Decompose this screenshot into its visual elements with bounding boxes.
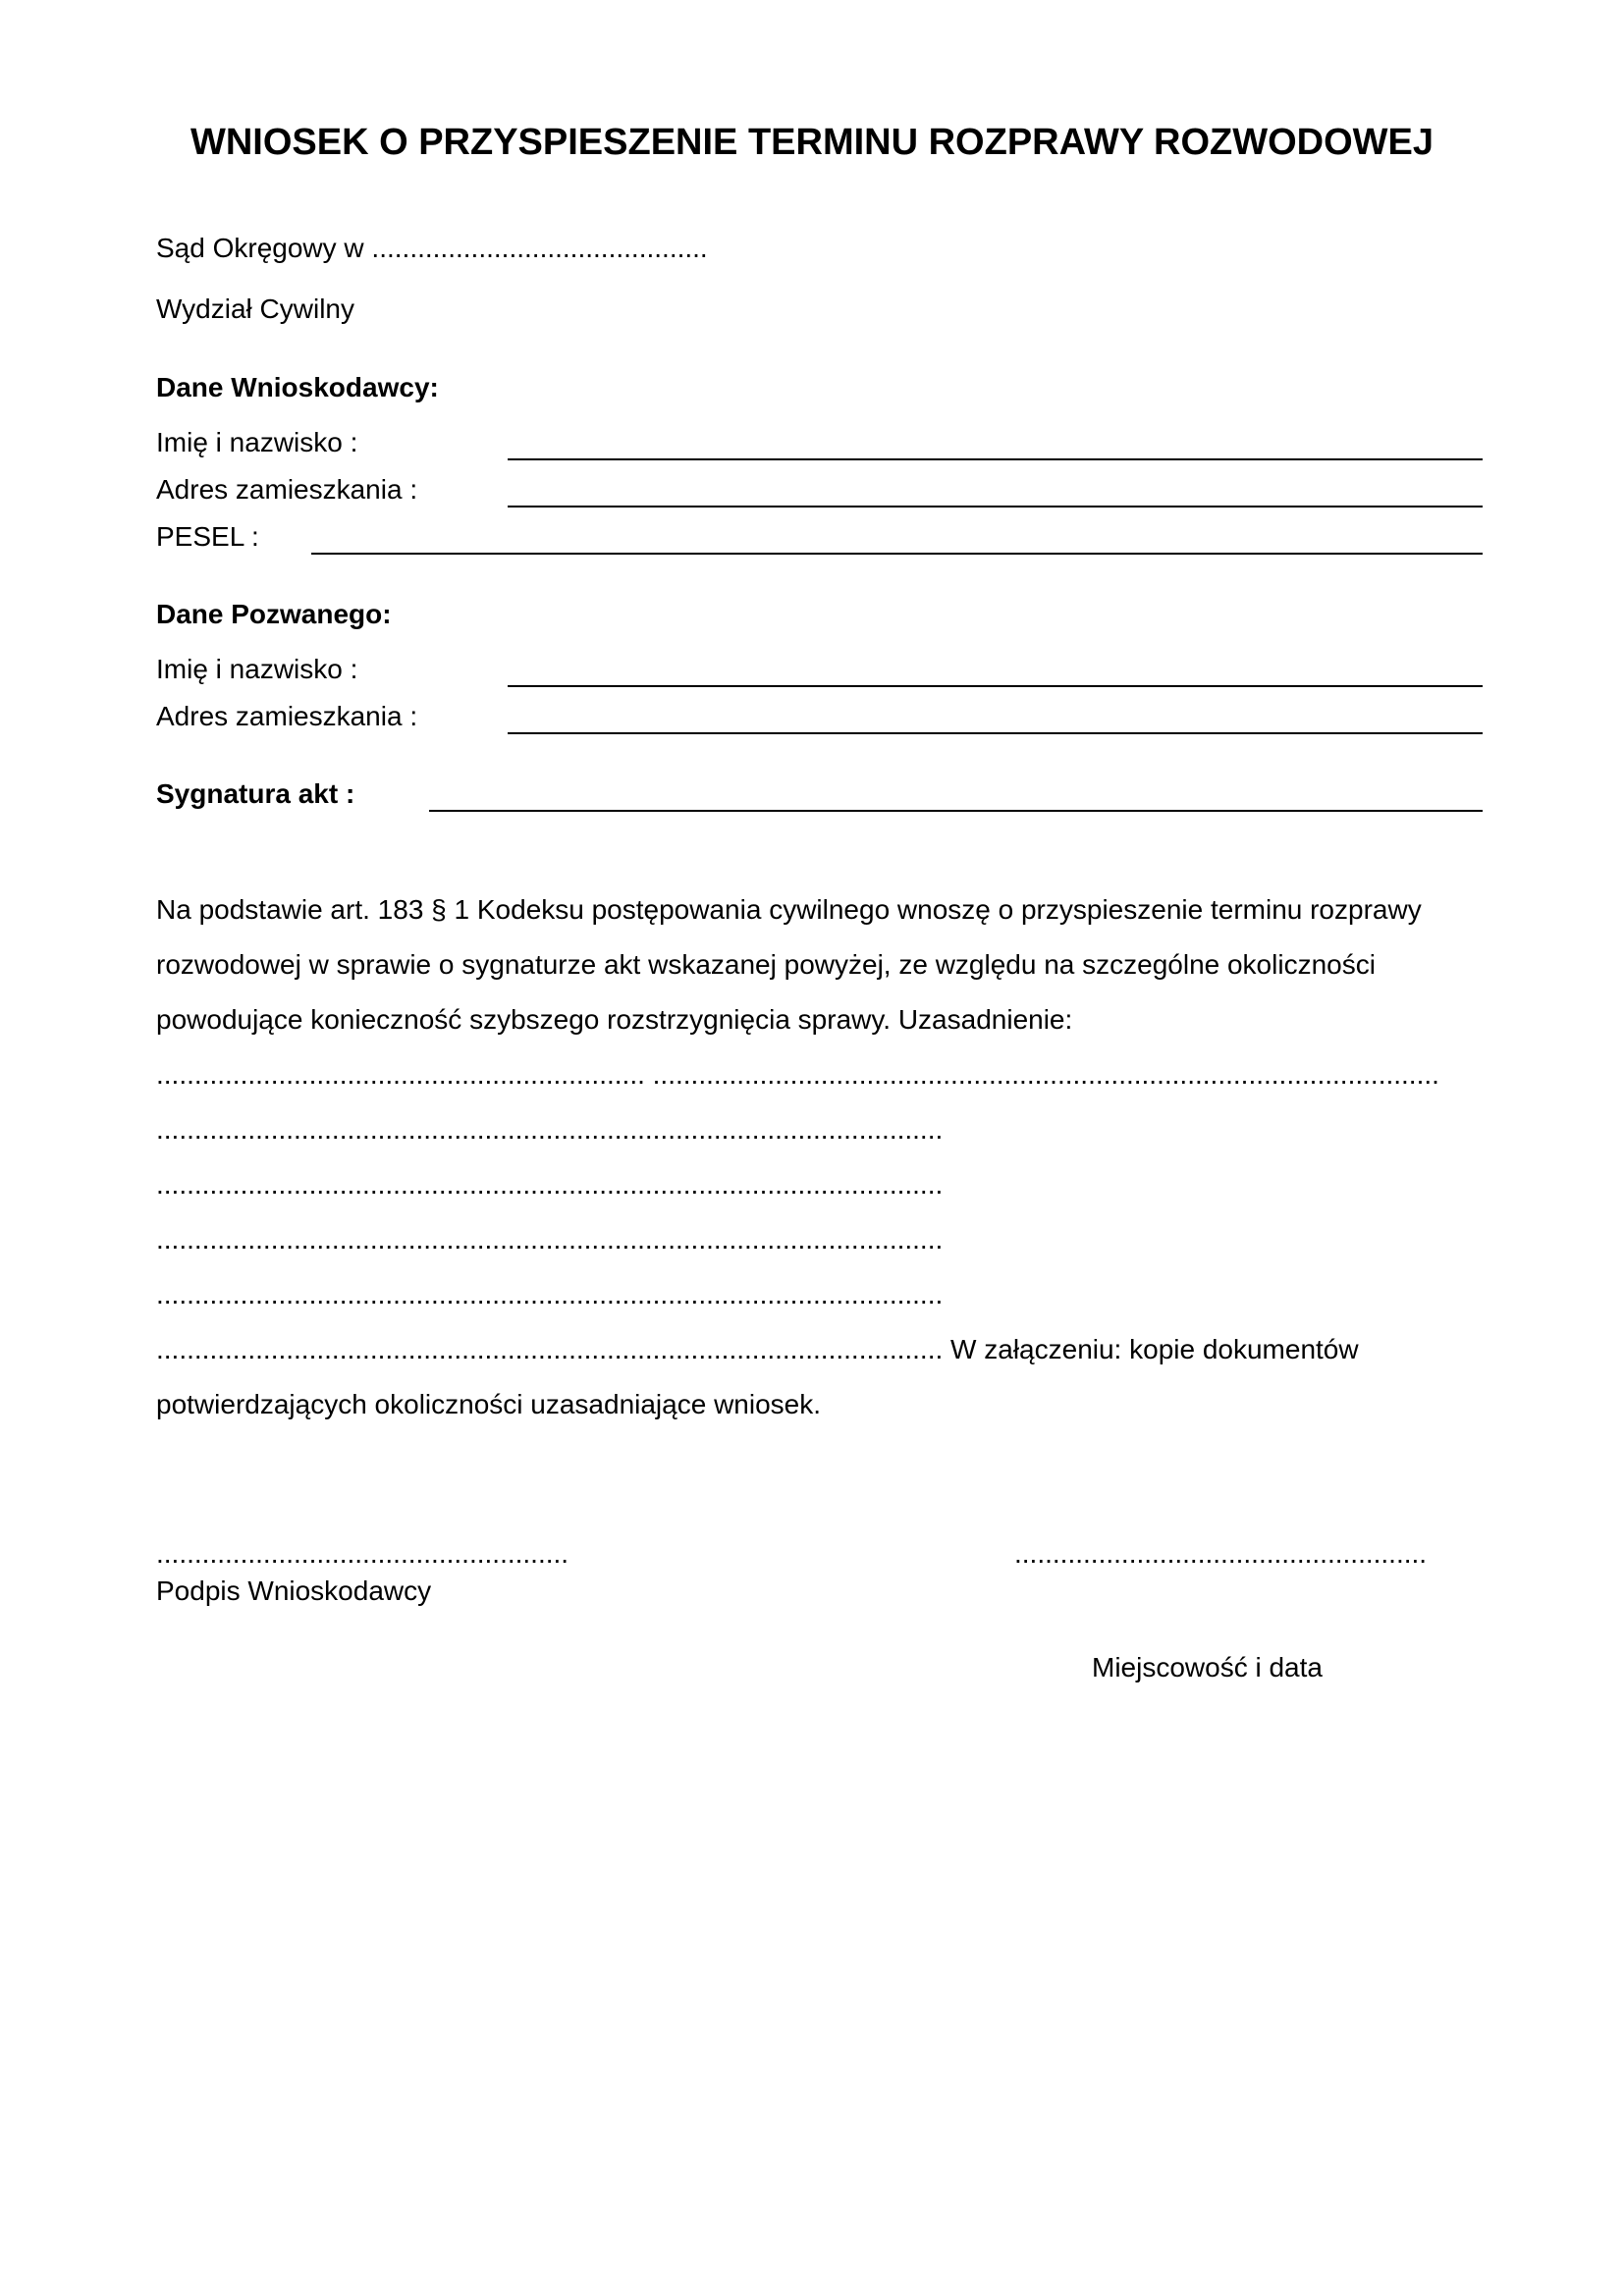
applicant-name-label: Imię i nazwisko : xyxy=(156,427,358,457)
body-line: Na podstawie art. 183 § 1 Kodeksu postępowania cywilnego wnoszę o przyspieszenie terminu rozprawy xyxy=(156,894,1422,925)
applicant-signature-label: Podpis Wnioskodawcy xyxy=(156,1575,432,1606)
body-line: rozwodowej w sprawie o sygnaturze akt wskazanej powyżej, ze względu na szczególne okoliczności xyxy=(156,949,1376,980)
justification-dots-line: ....................................................................................................... xyxy=(156,1114,944,1145)
applicant-heading: Dane Wnioskodawcy: xyxy=(156,372,439,402)
signature-dots-right: ...................................................... xyxy=(1014,1538,1428,1569)
justification-dots-line: ................................................................ ....................................................................................................... xyxy=(156,1059,1439,1090)
respondent-name-label: Imię i nazwisko : xyxy=(156,654,358,684)
applicant-address-label: Adres zamieszkania : xyxy=(156,474,418,505)
attachments-line: ....................................................................................................... W załączeniu: kopie dokumentów xyxy=(156,1334,1359,1364)
place-date-label: Miejscowość i data xyxy=(1092,1652,1323,1682)
document-title: WNIOSEK O PRZYSPIESZENIE TERMINU ROZPRAWY ROZWODOWEJ xyxy=(189,122,1435,163)
applicant-pesel-line[interactable] xyxy=(311,553,1483,555)
applicant-address-line[interactable] xyxy=(508,506,1483,507)
justification-dots-line: ....................................................................................................... xyxy=(156,1169,944,1200)
applicant-pesel-label: PESEL : xyxy=(156,521,259,552)
justification-dots-line: ....................................................................................................... xyxy=(156,1279,944,1309)
court-field: Sąd Okręgowy w ............................................ xyxy=(156,233,708,263)
body-line: powodujące konieczność szybszego rozstrzygnięcia sprawy. Uzasadnienie: xyxy=(156,1004,1073,1035)
body-line: potwierdzających okoliczności uzasadniające wniosek. xyxy=(156,1389,822,1419)
signature-dots-left: ...................................................... xyxy=(156,1538,569,1569)
justification-dots-line: ....................................................................................................... xyxy=(156,1224,944,1255)
applicant-name-line[interactable] xyxy=(508,458,1483,460)
respondent-heading: Dane Pozwanego: xyxy=(156,599,392,629)
case-number-line[interactable] xyxy=(429,810,1483,812)
respondent-address-label: Adres zamieszkania : xyxy=(156,701,418,731)
respondent-name-line[interactable] xyxy=(508,685,1483,687)
case-number-label: Sygnatura akt : xyxy=(156,778,355,809)
respondent-address-line[interactable] xyxy=(508,732,1483,734)
division-label: Wydział Cywilny xyxy=(156,294,355,324)
